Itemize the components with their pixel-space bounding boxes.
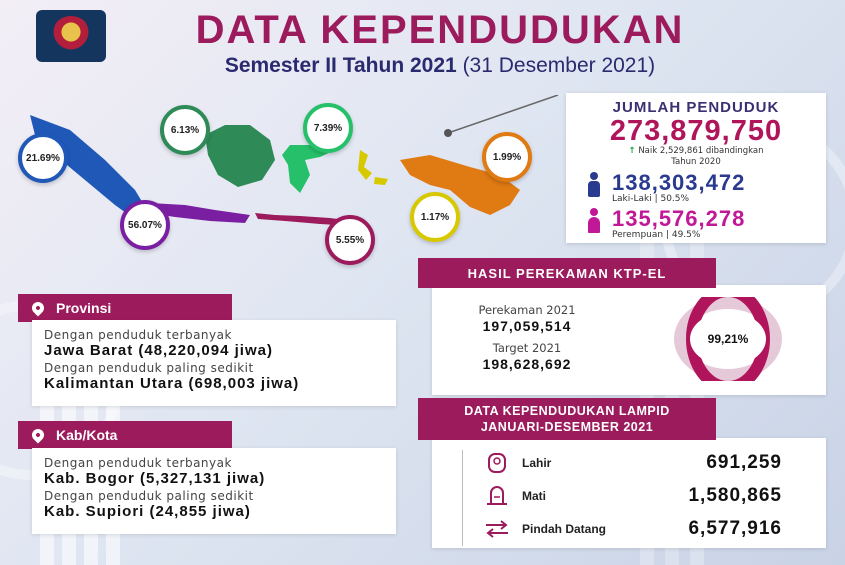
map-pct-kalimantan: 6.13% — [160, 105, 210, 155]
kabkota-heading: Kab/Kota — [56, 427, 118, 443]
lampid-label: Pindah Datang — [522, 521, 607, 536]
lampid-value: 1,580,865 — [688, 484, 782, 506]
lampid-label: Mati — [522, 488, 546, 503]
lampid-header — [418, 398, 716, 440]
population-total: 273,879,750 — [609, 115, 783, 147]
lampid-row-pindah — [432, 512, 826, 545]
provinsi-most-label: Dengan penduduk terbanyak — [44, 328, 232, 342]
subtitle-date: (31 Desember 2021) — [462, 54, 656, 77]
ktp-header: HASIL PEREKAMAN KTP-EL — [418, 258, 716, 288]
indonesia-map — [0, 95, 560, 265]
provinsi-least-value: Kalimantan Utara (698,003 jiwa) — [44, 375, 300, 392]
transfer-arrows-icon — [482, 518, 512, 540]
female-count: 135,576,278 — [612, 206, 746, 231]
female-row — [576, 208, 816, 240]
provinsi-most-value: Jawa Barat (48,220,094 jiwa) — [44, 342, 273, 359]
ktp-percent: 99,21% — [707, 332, 749, 346]
kabkota-most-label: Dengan penduduk terbanyak — [44, 456, 232, 470]
lampid-row-lahir — [432, 446, 826, 479]
kabkota-most-value: Kab. Bogor (5,327,131 jiwa) — [44, 470, 266, 487]
lampid-divider — [462, 450, 463, 546]
map-pct-maluku: 1.17% — [410, 192, 460, 242]
indonesia-map-icon — [0, 95, 560, 265]
female-label: Perempuan | 49.5% — [612, 230, 701, 240]
grave-icon — [482, 485, 512, 507]
map-pct-sumatra: 21.69% — [18, 133, 68, 183]
provinsi-header — [18, 294, 232, 322]
page-subtitle — [150, 54, 730, 78]
increase-line1: Naik 2,529,861 dibandingkan — [638, 146, 764, 156]
map-pct-sulawesi: 7.39% — [303, 103, 353, 153]
kabkota-least-label: Dengan penduduk paling sedikit — [44, 489, 254, 503]
location-pin-icon — [30, 300, 47, 317]
lampid-value: 691,259 — [706, 451, 782, 473]
increase-line2: Tahun 2020 — [671, 157, 721, 167]
female-person-icon — [586, 208, 602, 234]
kabkota-card — [32, 448, 396, 534]
location-pin-icon — [30, 427, 47, 444]
ktp-recorded-value: 197,059,514 — [482, 318, 572, 334]
garuda-emblem-icon — [51, 16, 91, 56]
ktp-card — [432, 285, 826, 395]
page-title: DATA KEPENDUDUKAN — [195, 8, 685, 52]
kabkota-header — [18, 421, 232, 449]
ktp-recorded-label: Perekaman 2021 — [478, 303, 576, 317]
population-heading: JUMLAH PENDUDUK — [612, 99, 780, 116]
map-pct-papua: 1.99% — [482, 132, 532, 182]
provinsi-card — [32, 320, 396, 406]
male-label: Laki-Laki | 50.5% — [612, 194, 690, 204]
lampid-heading-line2: JANUARI-DESEMBER 2021 — [480, 420, 654, 434]
male-person-icon — [586, 172, 602, 198]
arrow-up-icon: ↑ — [628, 146, 636, 156]
population-card — [566, 93, 826, 243]
lampid-heading-line1: DATA KEPENDUDUKAN LAMPID — [464, 404, 670, 418]
ktp-target-label: Target 2021 — [492, 341, 562, 355]
lampid-label: Lahir — [522, 455, 552, 470]
population-increase — [576, 146, 816, 168]
ministry-logo — [36, 10, 106, 62]
provinsi-heading: Provinsi — [56, 300, 112, 316]
baby-icon — [482, 452, 512, 474]
subtitle-period: Semester II Tahun 2021 — [224, 54, 457, 77]
ktp-target-value: 198,628,692 — [482, 356, 572, 372]
map-pct-bali-nusa: 5.55% — [325, 215, 375, 265]
male-row — [576, 172, 816, 204]
lampid-value: 6,577,916 — [688, 517, 782, 539]
lampid-row-mati — [432, 479, 826, 512]
lampid-card — [432, 438, 826, 548]
kabkota-least-value: Kab. Supiori (24,855 jiwa) — [44, 503, 251, 520]
provinsi-least-label: Dengan penduduk paling sedikit — [44, 361, 254, 375]
map-pct-jawa: 56.07% — [120, 200, 170, 250]
male-count: 138,303,472 — [612, 170, 746, 195]
ktp-progress-donut — [672, 297, 784, 381]
